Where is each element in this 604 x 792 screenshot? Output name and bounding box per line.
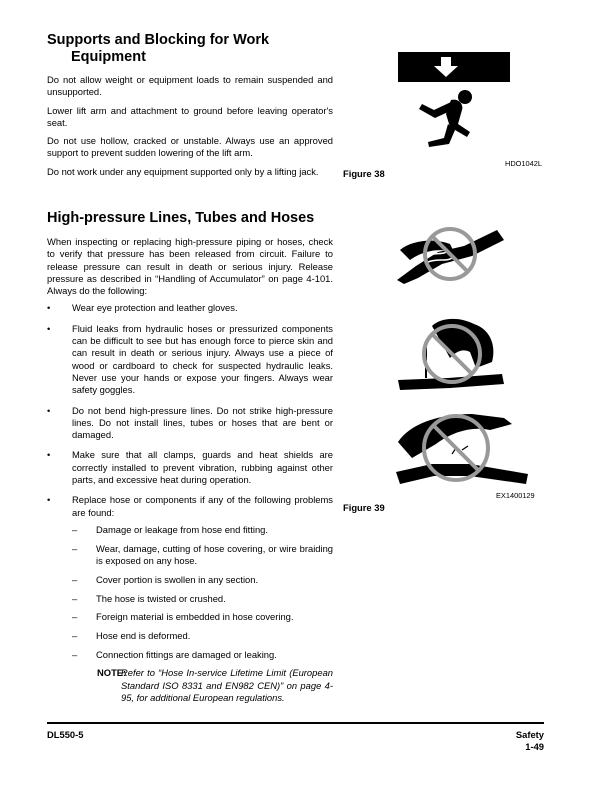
sub-item-text: Wear, damage, cutting of hose covering, or wire braiding is exposed on any hose.: [96, 542, 333, 567]
no-hand-on-hose-illustration: [392, 222, 512, 284]
footer-section: Safety: [515, 729, 544, 740]
figure-38-code: HDO1042L: [505, 159, 542, 168]
no-bending-hose-illustration: [392, 312, 512, 394]
bullet-item: [47, 449, 333, 486]
footer-page-number: 1-49: [525, 741, 544, 752]
bullet-glyph: •: [47, 449, 51, 461]
dash-glyph: –: [72, 592, 78, 604]
sub-item-text: Hose end is deformed.: [96, 630, 191, 642]
bullet-glyph: •: [47, 494, 51, 506]
paragraph: Lower lift arm and attachment to ground before leaving operator's seat.: [47, 104, 333, 128]
dash-glyph: –: [72, 542, 78, 554]
section-supports-blocking: [47, 32, 333, 184]
section-title-supports: [47, 32, 333, 66]
hand-silhouette: [398, 414, 512, 458]
footer-model: DL550-5: [47, 729, 84, 740]
sub-item-text: Foreign material is embedded in hose covering.: [96, 611, 294, 623]
dash-glyph: –: [72, 611, 78, 623]
footer-rule: [47, 722, 544, 724]
note-label: NOTE:: [97, 667, 127, 679]
bullet-text: Fluid leaks from hydraulic hoses or pressurized components can be difficult to see but has enough force to pierce skin and can result in death or serious injury. Always use a piece of wood or cardboard to check for suspected hydraulic leaks. Never use your hands or expose your fingers. Always wear safety goggles.: [72, 322, 333, 396]
bullet-item: [47, 302, 333, 314]
sub-item-text: Cover portion is swollen in any section.: [96, 573, 259, 585]
bullet-glyph: •: [47, 322, 51, 334]
paragraph: Do not allow weight or equipment loads to remain suspended and unsupported.: [47, 74, 333, 98]
sub-list: [72, 524, 333, 661]
figure-39-label: Figure 39: [343, 502, 385, 513]
bullet-text: Do not bend high-pressure lines. Do not strike high-pressure lines. Do not install lines, tubes or hoses that are bent or damaged.: [72, 404, 333, 441]
note-text: Refer to “Hose In-service Lifetime Limit (European Standard ISO 8331 and EN982 CEN)” on page 4-95, for additional European regulations.: [121, 667, 333, 703]
bullet-text: Replace hose or components if any of the following problems are found:: [72, 494, 333, 518]
figure-38-label: Figure 38: [343, 168, 385, 179]
dash-glyph: –: [72, 573, 78, 585]
crouching-person-icon: [419, 90, 472, 147]
section-title-line2: Equipment: [71, 49, 146, 65]
dash-glyph: –: [72, 630, 78, 642]
sub-item-text: The hose is twisted or crushed.: [96, 592, 226, 604]
section-title-line1: Supports and Blocking for Work: [47, 32, 270, 48]
bullet-text: Wear eye protection and leather gloves.: [72, 302, 238, 314]
section-title-high-pressure: High-pressure Lines, Tubes and Hoses: [47, 210, 315, 226]
sub-item: [72, 574, 333, 586]
sub-item: [72, 630, 333, 642]
dash-glyph: –: [72, 523, 78, 535]
sub-item: [72, 593, 333, 605]
bullet-item: [47, 494, 333, 661]
bullet-item: [47, 323, 333, 397]
bullet-list: [47, 302, 333, 661]
bullet-text: Make sure that all clamps, guards and heat shields are correctly installed to prevent vibration, rubbing against other parts, and excessive heat during operation.: [72, 449, 333, 486]
bullet-item: [47, 405, 333, 442]
sub-item: [72, 649, 333, 661]
sub-item: [72, 543, 333, 568]
intro-paragraph: When inspecting or replacing high-pressure piping or hoses, check to verify that pressure has been released from circuit. Failure to release pressure can result in death or serious injury. Release pressure as described in “Handling of Accumulator” on page 4-101. Always do the following:: [47, 236, 333, 297]
note-block: [47, 667, 333, 704]
sub-item-text: Connection fittings are damaged or leaking.: [96, 649, 277, 661]
dash-glyph: –: [72, 649, 78, 661]
bullet-glyph: •: [47, 404, 51, 416]
sub-item-text: Damage or leakage from hose end fitting.: [96, 523, 268, 535]
section-high-pressure-lines: [47, 210, 333, 704]
crush-hazard-illustration: [398, 52, 510, 152]
bullet-glyph: •: [47, 302, 51, 314]
sub-item: [72, 611, 333, 623]
sub-item: [72, 524, 333, 536]
paragraph: Do not use hollow, cracked or unstable. Always use an approved support to prevent sudden lowering of the lift arm.: [47, 135, 333, 159]
paragraph: Do not work under any equipment supported only by a lifting jack.: [47, 165, 319, 177]
no-striking-hose-illustration: [392, 402, 532, 494]
figure-39-code: EX1400129: [496, 491, 535, 500]
